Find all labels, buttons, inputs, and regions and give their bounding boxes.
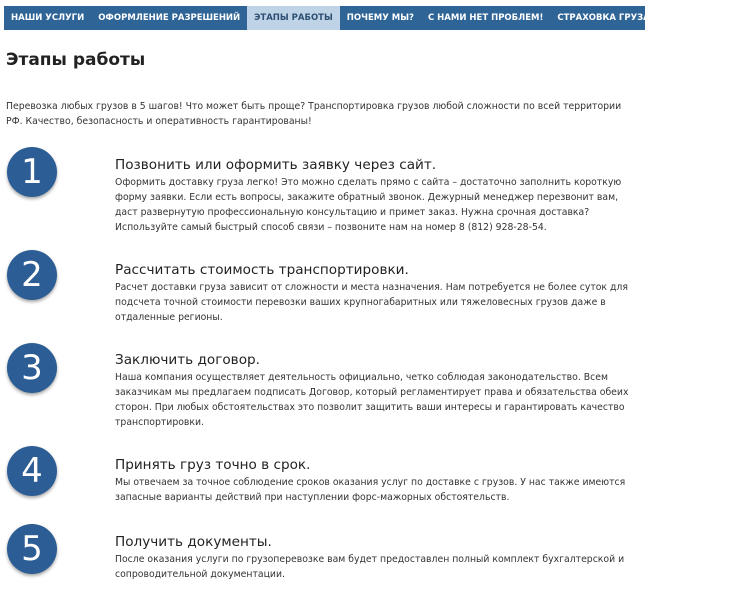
page-title: Этапы работы <box>6 50 146 70</box>
step-number-badge: 5 <box>7 524 57 574</box>
nav-item-why-us[interactable]: ПОЧЕМУ МЫ? <box>346 13 414 23</box>
step-title: Принять груз точно в срок. <box>115 457 311 473</box>
nav-item-no-problems[interactable]: С НАМИ НЕТ ПРОБЛЕМ! <box>427 13 544 23</box>
main-navigation <box>4 6 747 30</box>
intro-text: Перевозка любых грузов в 5 шагов! Что может быть проще? Транспортировка грузов любой сложности по всей территории РФ. Качество, безопасность и оперативность гарантированы! <box>6 101 622 127</box>
step-title: Позвонить или оформить заявку через сайт. <box>115 157 437 173</box>
step-description: Оформить доставку груза легко! Это можно сделать прямо с сайта – достаточно заполнить короткую форму заявки. Если есть вопросы, закажите обратный звонок. Дежурный менеджер перезвонит вам, даст развернутую профессиональную консультацию и примет заказ. Нужна срочная доставка? Используйте самый быстрый способ связи – позвоните нам на номер 8 (812) 928-28-54. <box>115 177 622 233</box>
step-number-badge: 2 <box>7 250 57 300</box>
step-title: Заключить договор. <box>115 352 260 368</box>
step-number-badge: 4 <box>7 446 57 496</box>
nav-item-cargo-insurance[interactable]: СТРАХОВКА ГРУЗА <box>557 13 650 23</box>
step-number-badge: 3 <box>7 343 57 393</box>
step-description: Наша компания осуществляет деятельность официально, четко соблюдая законодательство. Всем заказчикам мы предлагаем подписать Договор, который регламентирует права и обязательства обеих сторон. При любых обстоятельствах это позволит защитить ваши интересы и гарантировать качество транспортировки. <box>115 372 629 428</box>
nav-item-permits[interactable]: ОФОРМЛЕНИЕ РАЗРЕШЕНИЙ <box>98 13 241 23</box>
step-title: Получить документы. <box>115 534 272 550</box>
nav-item-work-stages[interactable]: ЭТАПЫ РАБОТЫ <box>247 6 340 30</box>
nav-item-services[interactable]: НАШИ УСЛУГИ <box>11 13 85 23</box>
step-description: Мы отвечаем за точное соблюдение сроков оказания услуг по доставке с грузов. У нас также имеются запасные варианты действий при наступлении форс-мажорных обстоятельств. <box>115 477 626 503</box>
nav-item-clients[interactable]: НАШИ КЛИЕНТЫ <box>663 13 747 23</box>
step-title: Рассчитать стоимость транспортировки. <box>115 262 409 278</box>
step-description: После оказания услуги по грузоперевозке вам будет предоставлен полный комплект бухгалтерской и сопроводительной документации. <box>115 554 625 580</box>
step-description: Расчет доставки груза зависит от сложности и места назначения. Нам потребуется не более суток для подсчета точной стоимости перевозки ваших крупногабаритных или тяжеловесных грузов даже в отдаленные регионы. <box>115 282 628 323</box>
step-number-badge: 1 <box>7 147 57 197</box>
